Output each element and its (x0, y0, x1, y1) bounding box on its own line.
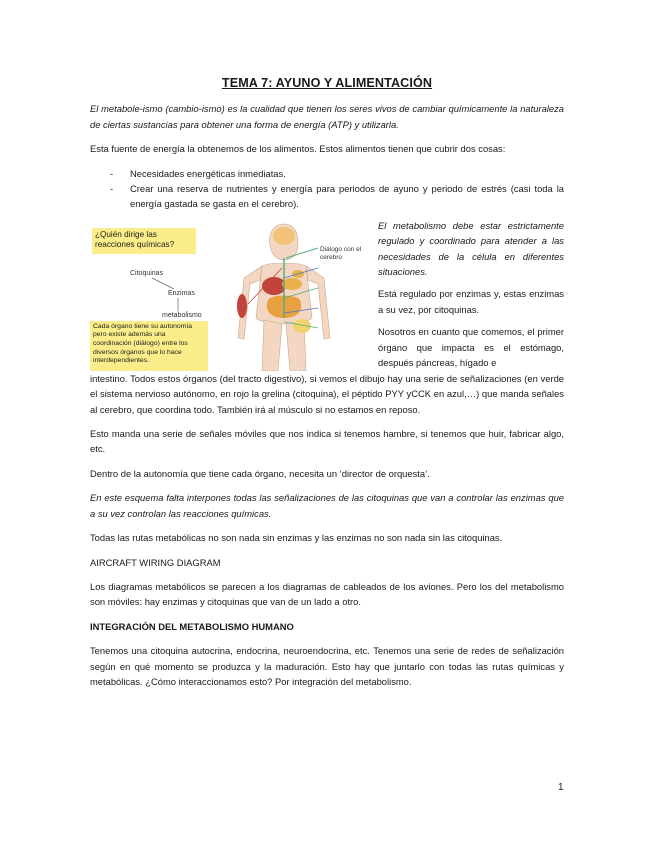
paragraph-integration: Tenemos una citoquina autocrina, endocrina, neuroendocrina, etc. Tenemos una serie de redes de señalización según en qué momento se produzca y la maduración. Esto hay que juntarlo con todas las rutas químicas y metabólicas. ¿Cómo interaccionamos esto? Por integración del metabolismo. (90, 645, 564, 687)
list-item: - Crear una reserva de nutrientes y energía para periodos de ayuno y periodo de estrés (casi toda la energía gastada se gasta en el cerebro). (90, 181, 564, 212)
citoquinas-label: Citoquinas (130, 269, 164, 277)
paragraph-routes: Todas las rutas metabólicas no son nada sin enzimas y las enzimas no son nada sin las citoquinas. (90, 532, 503, 544)
side-paragraph-enzymes: Está regulado por enzimas y, estas enzimas a su vez, por citoquinas. (378, 288, 564, 315)
paragraph-diagrams: Los diagramas metabólicos se parecen a los diagramas de cableados de los aviones. Pero los del metabolismo son móviles: hay enzimas y citoquinas que van de un lado a otro. (90, 580, 564, 608)
paragraph-scheme: En este esquema falta interpones todas las señalizaciones de las citoquinas que van a controlar las enzimas que a su vez controlan las reacciones químicas. (90, 492, 564, 519)
intro-paragraph: El metabole-ismo (cambio-ismo) es la cualidad que tienen los seres vivos de cambiar químicamente la naturaleza de ciertas sustancias para obtener una forma de energía (ATP) y utilizarla. (90, 103, 564, 130)
paragraph-aircraft: AIRCRAFT WIRING DIAGRAM (90, 556, 221, 568)
paragraph-signals: Esto manda una serie de señales móviles que nos indica si tenemos hambre, si tenemos que huir, fabricar algo, etc. (90, 428, 564, 455)
needs-list (90, 166, 564, 212)
side-text (378, 218, 564, 371)
page-number: 1 (558, 782, 564, 793)
side-paragraph-regulation: El metabolismo debe estar estrictamente regulado y coordinado para atender a las necesidades de la célula en diferentes situaciones. (378, 219, 564, 278)
paragraph-intestine: intestino. Todos estos órganos (del tracto digestivo), si vemos el dibujo hay una serie de señalizaciones (en verde el sistema nervioso autónomo, en rojo la grelina (citoquina), el péptido PYY yCCK en azul,…) que manda señales al cerebro, que coordina todo. También irá al músculo si no estamos en reposo. (90, 372, 564, 415)
dialogo-label: Diálogo con el cerebro (320, 245, 362, 261)
page-title: TEMA 7: AYUNO Y ALIMENTACIÓN (221, 76, 433, 90)
paragraph-autonomy: Dentro de la autonomía que tiene cada órgano, necesita un ‘director de orquesta’. (90, 467, 430, 479)
figure-section (90, 218, 564, 371)
enzimas-label: Enzimas (168, 289, 195, 297)
document-page (90, 76, 564, 698)
list-item: - Necesidades energéticas inmediatas. (90, 166, 564, 181)
side-paragraph-stomach: Nosotros en cuanto que comemos, el primer órgano que impacta es el estómago, después páncreas, hígado e (378, 326, 564, 369)
paragraph-energy-source: Esta fuente de energía la obtenemos de los alimentos. Estos alimentos tienen que cubrir dos cosas: (90, 143, 506, 155)
metabolismo-label: metabolismo (162, 311, 202, 319)
body-illustration (214, 218, 370, 371)
question-callout: ¿Quién dirige las reacciones químicas? (92, 228, 196, 254)
section-heading: INTEGRACIÓN DEL METABOLISMO HUMANO (90, 620, 294, 632)
coordination-callout: Cada órgano tiene su autonomía pero existe además una coordinación (diálogo) entre los diversos órganos que lo hace interdependientes. (90, 321, 208, 371)
metabolism-figure (90, 218, 370, 371)
